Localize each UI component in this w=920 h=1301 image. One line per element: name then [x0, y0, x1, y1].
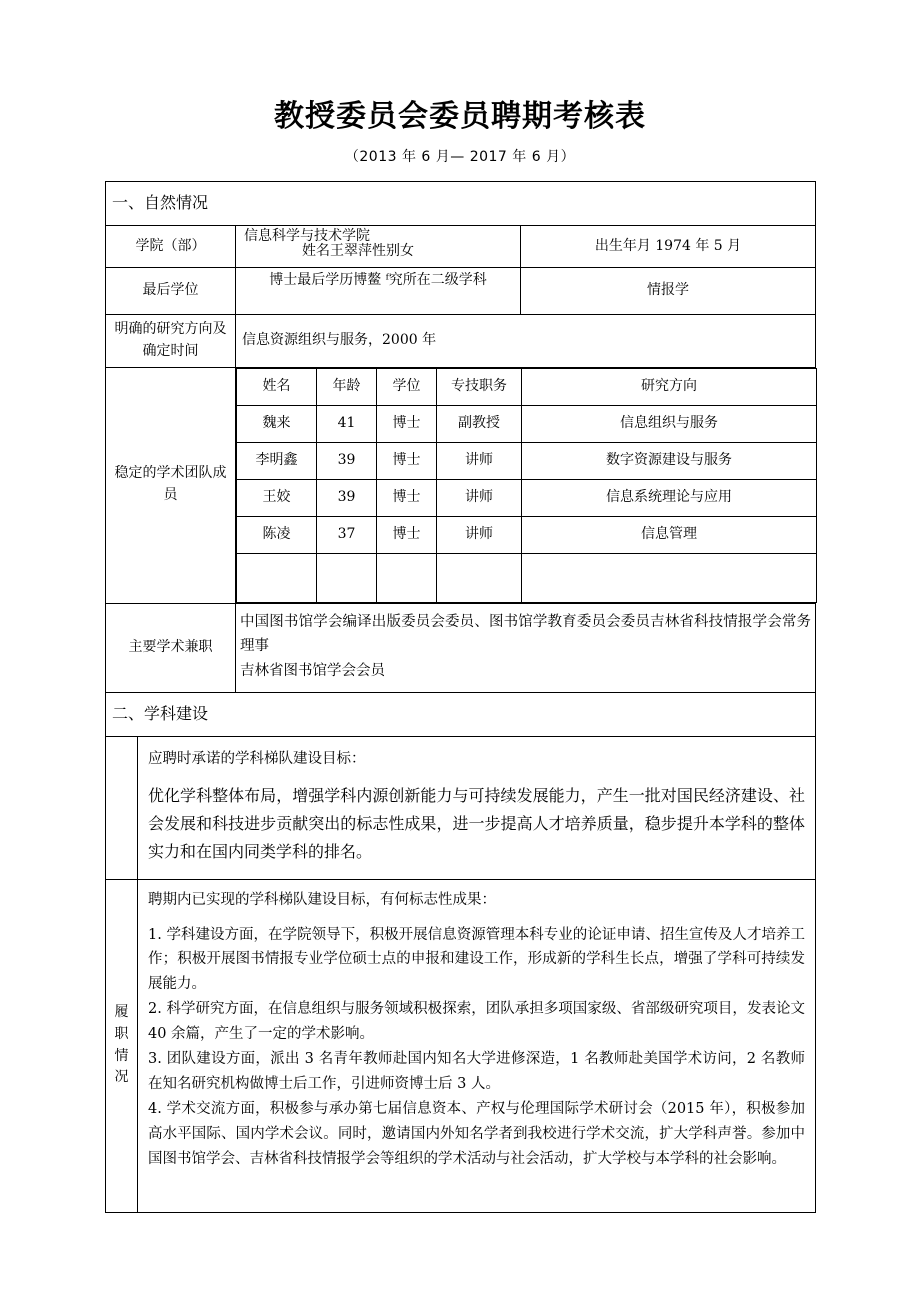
team-member-name: 陈凌 [237, 516, 317, 553]
section-2-heading: 二、学科建设 [106, 693, 816, 737]
team-member-age: 39 [317, 479, 377, 516]
table-row [237, 405, 817, 442]
duty-label-char-3: 情 [114, 1047, 129, 1064]
goal-row [106, 737, 816, 879]
achievements-row [106, 879, 816, 1212]
team-member-title: 讲师 [437, 516, 522, 553]
spacer [148, 772, 805, 782]
discipline-value: 情报学 [521, 268, 816, 315]
research-direction-label: 明确的研究方向及确定时间 [106, 315, 236, 367]
team-member-title: 讲师 [437, 479, 522, 516]
team-member-degree: 博士 [377, 442, 437, 479]
table-row [237, 479, 817, 516]
achievements-heading: 聘期内已实现的学科梯队建设目标，有何标志性成果： [148, 891, 496, 908]
section-1-heading-row [106, 182, 816, 226]
team-member-name [237, 553, 317, 602]
degree-row [106, 268, 816, 315]
college-name-gender-cell [236, 225, 521, 267]
team-member-age [317, 553, 377, 602]
section-1-heading: 一、自然情况 [106, 182, 816, 226]
positions-line-2: 吉林省图书馆学会会员 [240, 663, 385, 680]
birth-date-line: 出生年月 1974 年 5 月 [521, 225, 816, 267]
team-member-direction: 信息系统理论与应用 [522, 479, 817, 516]
achievements-cell [138, 879, 816, 1212]
duty-status-side-label [106, 879, 138, 1212]
team-header-age: 年龄 [317, 368, 377, 405]
research-direction-row [106, 315, 816, 367]
goal-heading: 应聘时承诺的学科梯队建设目标： [148, 751, 366, 768]
duty-label-char-4: 况 [114, 1069, 129, 1086]
team-header-title: 专技职务 [437, 368, 522, 405]
team-member-age: 41 [317, 405, 377, 442]
section-2-heading-row [106, 693, 816, 737]
college-row [106, 225, 816, 267]
team-member-direction: 信息管理 [522, 516, 817, 553]
team-members-table [236, 368, 817, 603]
research-direction-value: 信息资源组织与服务，2000 年 [236, 315, 816, 367]
duty-side-label-spacer [106, 737, 138, 879]
duty-label-char-1: 履 [114, 1004, 129, 1021]
academic-positions-label: 主要学术兼职 [106, 603, 236, 693]
positions-line-1: 中国图书馆学会编译出版委员会委员、图书馆学教育委员会委员吉林省科技情报学会常务理事 [240, 613, 811, 655]
team-members-subtable-cell [236, 367, 816, 603]
team-member-degree: 博士 [377, 516, 437, 553]
team-members-row [106, 367, 816, 603]
team-member-direction: 信息组织与服务 [522, 405, 817, 442]
table-row [237, 442, 817, 479]
team-member-name: 李明鑫 [237, 442, 317, 479]
achievement-item: 4. 学术交流方面，积极参与承办第七届信息资本、产权与伦理国际学术研讨会（2015 年），积极参加高水平国际、国内学术会议。同时，邀请国内外知名学者到我校进行学术交流，扩大学科声誉。参加中国图书馆学会、吉林省科技情报学会等组织的学术活动与社会活动，扩大学校与本学科的社会影响。 [148, 1101, 805, 1167]
achievement-item: 1. 学科建设方面，在学院领导下，积极开展信息资源管理本科专业的论证申请、招生宣传及人才培养工作；积极开展图书情报专业学位硕士点的申报和建设工作，形成新的学科生长点，增强了学科可持续发展能力。 [148, 926, 805, 993]
team-header-direction: 研究方向 [522, 368, 817, 405]
team-member-title [437, 553, 522, 602]
team-header-degree: 学位 [377, 368, 437, 405]
spacer [148, 913, 805, 923]
team-member-title: 副教授 [437, 405, 522, 442]
college-value: 信息科学与技术学院 [244, 227, 370, 244]
achievement-item: 3. 团队建设方面，派出 3 名青年教师赴国内知名大学进修深造，1 名教师赴美国学术访问，2 名教师在知名研究机构做博士后工作，引进师资博士后 3 人。 [148, 1051, 805, 1093]
name-gender-line: 姓名王翠萍性别女 [302, 243, 414, 260]
team-header-name: 姓名 [237, 368, 317, 405]
team-member-age: 37 [317, 516, 377, 553]
table-row [237, 553, 817, 602]
team-member-age: 39 [317, 442, 377, 479]
goal-body: 优化学科整体布局，增强学科内源创新能力与可持续发展能力，产生一批对国民经济建设、社会发展和科技进步贡献突出的标志性成果，进一步提高人才培养质量，稳步提升本学科的整体实力和在国内同类学科的排名。 [148, 786, 805, 862]
evaluation-form-table [105, 181, 816, 1213]
academic-positions-row [106, 603, 816, 693]
degree-line: 博士最后学历博鳌 ᶠ究所在二级学科 [236, 268, 521, 315]
team-member-degree: 博士 [377, 479, 437, 516]
team-member-direction [522, 553, 817, 602]
team-header-row [237, 368, 817, 405]
duty-label-char-2: 职 [114, 1026, 129, 1043]
team-member-degree: 博士 [377, 405, 437, 442]
achievement-item: 2. 科学研究方面，在信息组织与服务领域积极探索，团队承担多项国家级、省部级研究项目，发表论文 40 余篇，产生了一定的学术影响。 [148, 1001, 805, 1043]
page-title: 教授委员会委员聘期考核表 [274, 99, 646, 134]
team-member-direction: 数字资源建设与服务 [522, 442, 817, 479]
team-member-name: 魏来 [237, 405, 317, 442]
academic-positions-value [236, 603, 816, 693]
team-member-degree [377, 553, 437, 602]
team-members-label: 稳定的学术团队成员 [106, 367, 236, 603]
team-member-name: 王姣 [237, 479, 317, 516]
degree-label: 最后学位 [106, 268, 236, 315]
goal-cell [138, 737, 816, 879]
college-label: 学院（部） [106, 225, 236, 267]
table-row [237, 516, 817, 553]
team-member-title: 讲师 [437, 442, 522, 479]
page-subtitle: （2013 年 6 月— 2017 年 6 月） [344, 149, 576, 165]
